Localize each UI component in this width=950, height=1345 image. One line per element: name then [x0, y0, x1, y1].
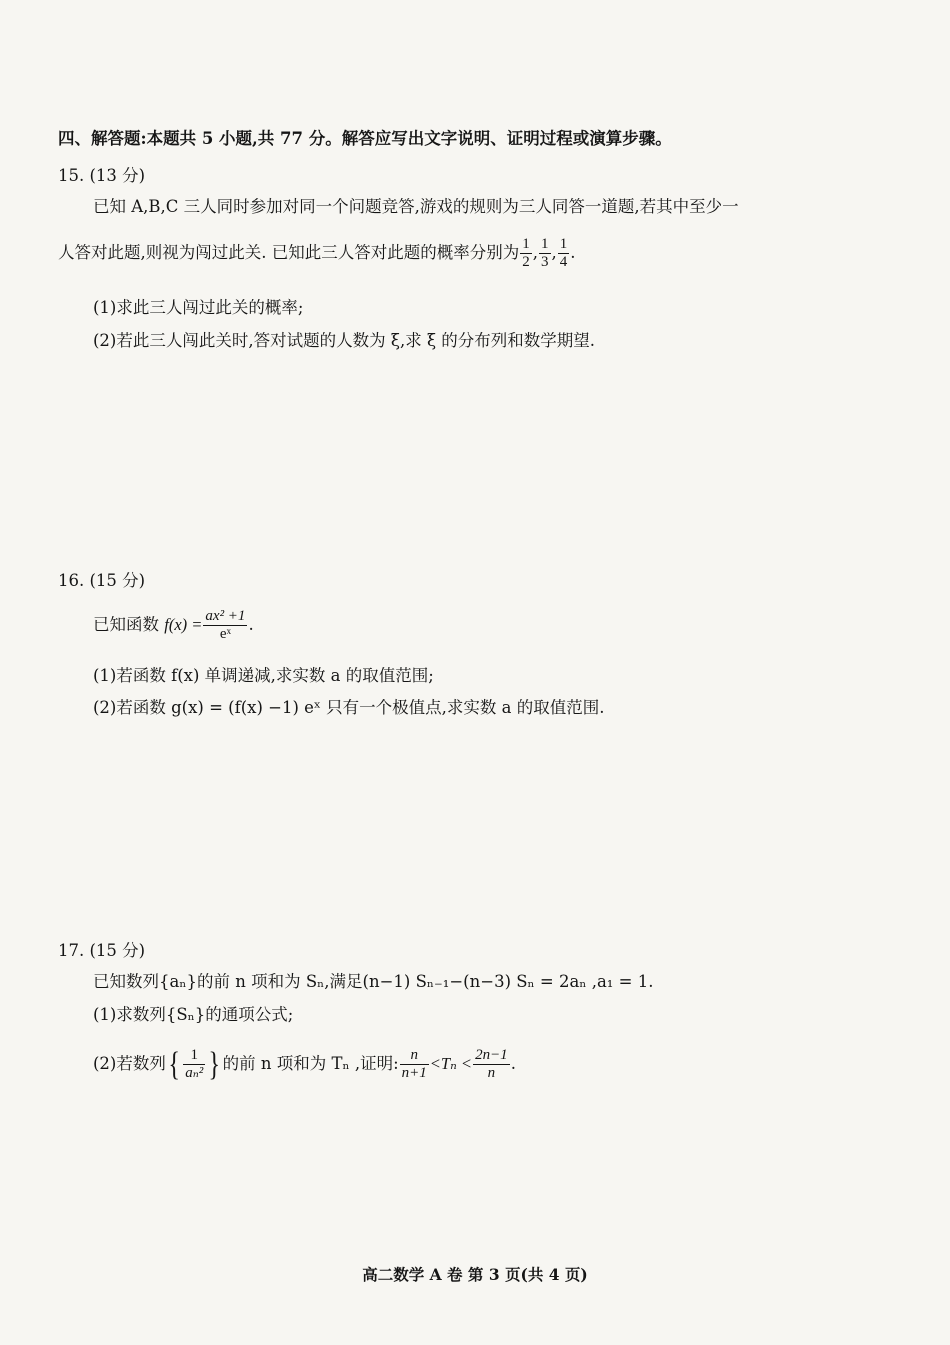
q15-number: 15. (13 分) — [58, 166, 146, 185]
q15-stem-line1: 已知 A,B,C 三人同时参加对同一个问题竞答,游戏的规则为三人同答一道题,若其中至少一 — [93, 197, 739, 216]
q17-part2: (2)若数列{ $\frac{1}{\text{aₙ²}}$ } 的前 n 项和为 Tₙ ,证明: $\frac{n}{n+1}$ <Tₙ < $\frac{2n-1}{n}$ . — [93, 1045, 516, 1083]
q15-prob-b — [539, 236, 551, 271]
q17-bound-right-den: n — [487, 1065, 496, 1081]
q15-prob-c — [558, 236, 570, 271]
q17-seq-den: aₙ² — [185, 1065, 204, 1081]
q16-number: 16. (15 分) — [58, 571, 146, 590]
q17-part2-mid: 的前 n 项和为 Tₙ ,证明: — [222, 1054, 399, 1073]
q17-part1: (1)求数列{Sₙ}的通项公式; — [93, 1005, 294, 1024]
q15-prob-c-num: 1 — [559, 236, 568, 252]
q16-stem-prefix: 已知函数 — [93, 615, 159, 634]
q17-seq-num: 1 — [183, 1047, 205, 1065]
q17-bound-right-num: 2n−1 — [475, 1047, 508, 1063]
q16-frac-num: ax² +1 — [205, 608, 246, 624]
right-brace: } — [208, 1045, 221, 1083]
q15-prob-a-num: 1 — [522, 236, 530, 252]
q15-prob-b-den: 3 — [541, 254, 549, 270]
left-brace: { — [168, 1045, 180, 1083]
section-header: 四、解答题:本题共 5 小题,共 77 分。解答应写出文字说明、证明过程或演算步骤。 — [58, 129, 672, 148]
q17-bound-left-num: n — [400, 1047, 429, 1065]
q17-bound-left — [400, 1047, 429, 1082]
q17-seq-frac — [183, 1047, 205, 1082]
q15-prob-c-den: 4 — [559, 254, 568, 270]
q16-part2: (2)若函数 g(x) = (f(x) −1) eˣ 只有一个极值点,求实数 a 的取值范围. — [93, 698, 605, 717]
q17-part2-prefix: (2)若数列 — [93, 1054, 166, 1073]
q17-bound-left-den: n+1 — [401, 1065, 427, 1081]
q17-stem: 已知数列{aₙ}的前 n 项和为 Sₙ,满足(n−1) Sₙ₋₁−(n−3) Sₙ = 2aₙ ,a₁ = 1. — [93, 972, 654, 991]
q15-prob-a — [520, 236, 532, 271]
q17-bound-right — [473, 1047, 510, 1082]
q16-stem: 已知函数 f(x) = $\frac{\text{ax² +1}}{\text{eˣ}}$ . — [93, 608, 254, 642]
q17-number: 17. (15 分) — [58, 941, 146, 960]
q15-stem-line2-text: 人答对此题,则视为闯过此关. 已知此三人答对此题的概率分别为 — [58, 243, 520, 262]
q15-stem-line2: 人答对此题,则视为闯过此关. 已知此三人答对此题的概率分别为 $\frac{1}{2}$ , $\frac{1}{3}$ , $\frac{1}{4}$ . — [58, 236, 576, 270]
q15-prob-b-num: 1 — [541, 236, 549, 252]
page-footer: 高二数学 A 卷 第 3 页(共 4 页) — [362, 1265, 588, 1284]
q16-function-lhs: f(x) = — [164, 615, 203, 634]
q17-middle-term: <Tₙ < — [429, 1054, 473, 1073]
q16-frac-den: eˣ — [219, 626, 231, 642]
q15-part2: (2)若此三人闯此关时,答对试题的人数为 ξ,求 ξ 的分布列和数学期望. — [93, 331, 596, 350]
q16-function-frac — [203, 608, 247, 643]
q15-part1: (1)求此三人闯过此关的概率; — [93, 298, 304, 317]
q16-part1: (1)若函数 f(x) 单调递减,求实数 a 的取值范围; — [93, 666, 434, 685]
q15-prob-a-den: 2 — [522, 254, 530, 270]
